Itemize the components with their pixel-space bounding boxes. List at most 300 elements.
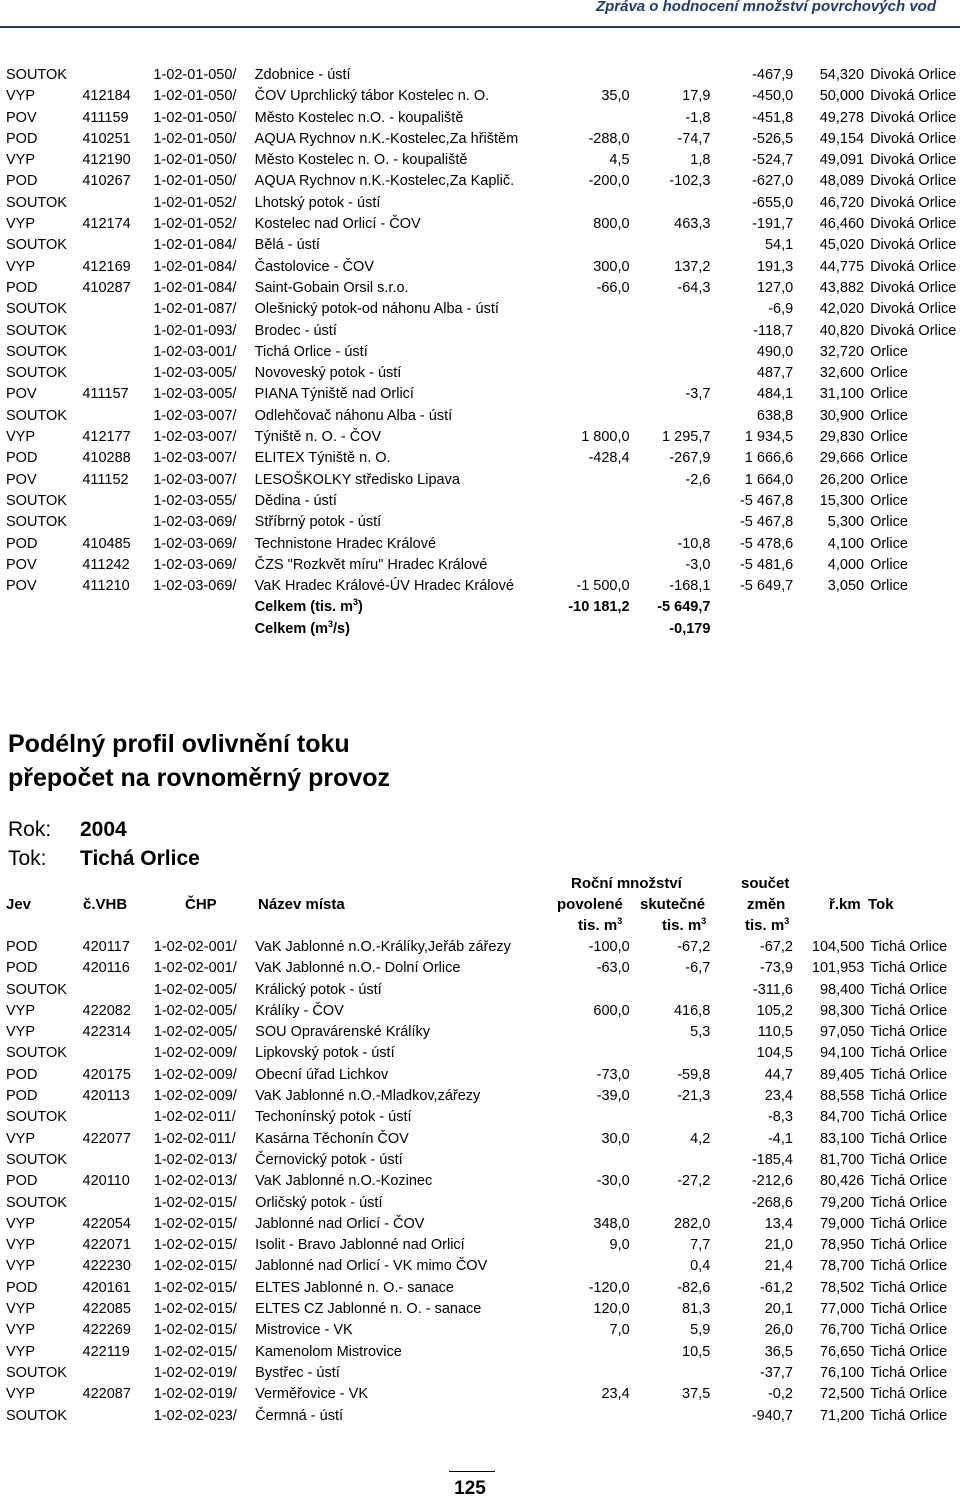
cell-skutecne: -10,8 [677, 535, 711, 552]
cell-povolene [546, 363, 629, 384]
cell-rkm: 72,500 [819, 1386, 865, 1403]
cell-tok: Divoká Orlice [870, 194, 957, 211]
cell-tok: Orlice [870, 407, 908, 424]
cell-nazev: LESOŠKOLKY středisko Lipava [254, 471, 460, 488]
cell-rkm: 79,000 [819, 1215, 865, 1232]
col-vhb: č.VHB [83, 896, 128, 913]
cell-zmen: -5 478,6 [739, 535, 794, 552]
cell-vhb: 422269 [82, 1322, 131, 1339]
cell-povolene: -100,0 [588, 939, 630, 955]
cell-skutecne: -3,0 [685, 556, 711, 573]
cell-povolene: 30,0 [601, 1130, 630, 1147]
section-title: Podélný profil ovlivnění toku [8, 730, 350, 758]
cell-rkm: 4,000 [827, 556, 865, 573]
cell-povolene [546, 299, 629, 320]
cell-nazev: Lhotský potok - ústí [254, 194, 381, 211]
cell-chp: 1-02-02-015/ [153, 1301, 237, 1318]
year-value: 2004 [80, 818, 127, 841]
cell-povolene [547, 1022, 630, 1043]
table-row [0, 1214, 960, 1235]
total-povolene: -10 181,2 [568, 599, 630, 616]
cell-povolene [547, 980, 630, 1001]
cell-povolene: 120,0 [593, 1301, 630, 1318]
cell-povolene [546, 235, 629, 256]
cell-chp: 1-02-03-007/ [153, 450, 237, 467]
cell-vhb: 411242 [82, 556, 130, 573]
cell-chp: 1-02-02-019/ [153, 1364, 237, 1381]
cell-skutecne [630, 491, 711, 512]
table-row [0, 214, 960, 235]
cell-skutecne: 137,2 [674, 258, 711, 275]
cell-chp: 1-02-02-009/ [153, 1066, 237, 1083]
cell-jev: POD [6, 960, 38, 977]
table-row [0, 406, 960, 427]
cell-jev: VYP [6, 1215, 36, 1232]
cell-rkm: 76,100 [819, 1364, 865, 1381]
cell-rkm: 78,502 [819, 1279, 865, 1296]
cell-jev: SOUTOK [6, 301, 67, 318]
cell-skutecne [630, 406, 711, 427]
cell-vhb: 412174 [82, 216, 131, 233]
total-row-flow [0, 619, 960, 640]
cell-nazev: Saint-Gobain Orsil s.r.o. [254, 279, 409, 296]
cell-povolene: -30,0 [596, 1173, 630, 1190]
cell-rkm: 84,700 [819, 1109, 865, 1126]
cell-jev: POD [6, 450, 38, 467]
cell-chp: 1-02-01-050/ [153, 67, 237, 83]
cell-rkm: 97,050 [819, 1024, 865, 1041]
cell-zmen: 110,5 [757, 1024, 793, 1041]
cell-chp: 1-02-02-009/ [153, 1045, 237, 1062]
cell-tok: Orlice [870, 386, 908, 403]
cell-vhb: 420161 [82, 1279, 131, 1296]
cell-tok: Orlice [870, 514, 908, 531]
cell-rkm: 32,720 [819, 343, 865, 360]
cell-jev: SOUTOK [6, 67, 67, 83]
cell-povolene: 348,0 [593, 1215, 630, 1232]
cell-chp: 1-02-02-015/ [153, 1279, 237, 1296]
cell-zmen: -191,7 [752, 216, 794, 233]
cell-tok: Divoká Orlice [870, 237, 957, 254]
cell-povolene [547, 1150, 630, 1171]
cell-zmen: 54,1 [764, 237, 794, 254]
cell-povolene: 7,0 [609, 1322, 630, 1339]
cell-vhb: 420117 [82, 939, 130, 955]
cell-zmen: 127,0 [756, 279, 794, 296]
cell-jev: SOUTOK [6, 1364, 67, 1381]
cell-povolene: -66,0 [596, 279, 630, 296]
cell-zmen: 191,3 [756, 258, 794, 275]
cell-nazev: ELTES CZ Jablonné n. O. - sanace [255, 1301, 482, 1318]
cell-tok: Tichá Orlice [870, 1024, 948, 1041]
cell-skutecne [630, 1150, 711, 1171]
cell-tok: Divoká Orlice [870, 173, 957, 190]
cell-nazev: ČOV Uprchlický tábor Kostelec n. O. [254, 88, 490, 105]
cell-skutecne [630, 1363, 711, 1384]
total-label-volume: Celkem (tis. $m^3$) [254, 597, 363, 616]
cell-chp: 1-02-03-069/ [153, 535, 237, 552]
cell-rkm: 46,720 [819, 194, 865, 211]
cell-povolene [546, 342, 629, 363]
cell-tok: Divoká Orlice [870, 109, 957, 126]
cell-rkm: 49,278 [819, 109, 865, 126]
cell-vhb: 411159 [82, 109, 129, 126]
cell-rkm: 71,200 [819, 1407, 865, 1424]
cell-zmen: -524,7 [752, 152, 794, 169]
cell-skutecne [630, 512, 711, 533]
cell-chp: 1-02-02-005/ [153, 1002, 237, 1019]
cell-tok: Tichá Orlice [870, 1407, 948, 1424]
cell-tok: Tichá Orlice [870, 1002, 948, 1019]
table-row [0, 958, 960, 979]
cell-povolene: -73,0 [596, 1066, 630, 1083]
cell-vhb: 411157 [82, 386, 129, 403]
cell-vhb [83, 980, 154, 1001]
cell-skutecne: 282,0 [673, 1215, 711, 1232]
cell-jev: VYP [6, 1343, 36, 1360]
cell-jev: VYP [6, 88, 36, 105]
cell-povolene: 300,0 [593, 258, 630, 275]
cell-rkm: 29,666 [819, 450, 865, 467]
cell-zmen: -212,6 [751, 1173, 793, 1190]
cell-vhb: 422314 [82, 1024, 131, 1041]
cell-chp: 1-02-03-069/ [153, 514, 237, 531]
cell-povolene [547, 1256, 630, 1277]
cell-vhb: 410267 [82, 173, 131, 190]
cell-povolene: -63,0 [596, 960, 630, 977]
cell-zmen: -655,0 [752, 194, 794, 211]
col-nazev: Název místa [258, 896, 345, 913]
cell-rkm: 104,500 [811, 939, 865, 955]
cell-tok: Tichá Orlice [870, 1173, 948, 1190]
cell-chp: 1-02-02-013/ [153, 1151, 237, 1168]
cell-povolene: -428,4 [588, 450, 630, 467]
cell-rkm: 76,700 [819, 1322, 865, 1339]
cell-vhb: 412177 [82, 429, 131, 446]
cell-tok: Divoká Orlice [870, 279, 957, 296]
cell-nazev: Lipkovský potok - ústí [255, 1045, 395, 1062]
col-povolene: povolené [557, 896, 623, 913]
cell-skutecne: 37,5 [682, 1386, 711, 1403]
cell-skutecne [630, 1406, 711, 1427]
river-line [8, 844, 200, 874]
cell-zmen: -526,5 [752, 130, 794, 147]
cell-skutecne [630, 65, 711, 86]
table-ticha-orlice [0, 937, 960, 1427]
cell-chp: 1-02-03-007/ [153, 407, 237, 424]
col-zmen: změn [747, 896, 786, 913]
cell-vhb: 411210 [82, 578, 130, 595]
cell-tok: Tichá Orlice [870, 1088, 948, 1105]
cell-skutecne: -67,2 [677, 939, 711, 955]
cell-zmen: 21,0 [764, 1237, 793, 1254]
cell-zmen: -5 481,6 [739, 556, 794, 573]
cell-nazev: Králický potok - ústí [255, 981, 382, 998]
cell-zmen: 638,8 [756, 407, 794, 424]
cell-rkm: 44,775 [819, 258, 865, 275]
cell-nazev: Dědina - ústí [254, 492, 337, 509]
cell-tok: Tichá Orlice [870, 1343, 948, 1360]
cell-jev: POV [6, 386, 37, 403]
cell-vhb: 422054 [82, 1215, 131, 1232]
cell-rkm: 89,405 [819, 1066, 865, 1083]
cell-skutecne: 1,8 [690, 152, 711, 169]
cell-tok: Tichá Orlice [870, 1322, 948, 1339]
cell-rkm: 78,700 [819, 1258, 865, 1275]
cell-zmen: 26,0 [764, 1322, 793, 1339]
cell-zmen: -268,6 [751, 1194, 793, 1211]
table-row [0, 278, 960, 299]
table-row [0, 1384, 960, 1405]
cell-tok: Divoká Orlice [870, 216, 957, 233]
cell-nazev: Brodec - ústí [254, 322, 337, 339]
cell-chp: 1-02-01-050/ [153, 109, 237, 126]
cell-skutecne: 463,3 [674, 216, 711, 233]
cell-zmen: -118,7 [753, 322, 794, 339]
year-label: Rok: [8, 818, 52, 841]
cell-rkm: 15,300 [819, 492, 865, 509]
table-row [0, 1107, 960, 1128]
cell-povolene [547, 1107, 630, 1128]
cell-vhb [83, 1363, 154, 1384]
cell-nazev: Kamenolom Mistrovice [255, 1343, 402, 1360]
table-row [0, 1150, 960, 1171]
cell-rkm: 80,426 [819, 1173, 865, 1190]
cell-jev: POD [6, 1066, 38, 1083]
cell-jev: VYP [6, 1322, 36, 1339]
cell-chp: 1-02-02-001/ [153, 939, 237, 955]
col-rocni: Roční množství [571, 875, 682, 892]
cell-skutecne: -27,2 [677, 1173, 711, 1190]
table-row [0, 980, 960, 1001]
table-row [0, 1086, 960, 1107]
cell-povolene: 9,0 [609, 1237, 630, 1254]
table-row [0, 1278, 960, 1299]
cell-rkm: 49,154 [819, 130, 865, 147]
cell-povolene [546, 321, 629, 342]
cell-chp: 1-02-02-009/ [153, 1088, 237, 1105]
cell-tok: Tichá Orlice [870, 1151, 948, 1168]
table-row [0, 576, 960, 597]
cell-vhb: 420110 [82, 1173, 130, 1190]
cell-zmen: 36,5 [764, 1343, 793, 1360]
cell-skutecne [630, 1107, 711, 1128]
cell-vhb: 412184 [82, 88, 131, 105]
cell-vhb [82, 342, 153, 363]
cell-rkm: 5,300 [827, 514, 865, 531]
cell-vhb: 422077 [82, 1130, 131, 1147]
cell-skutecne: 0,4 [690, 1258, 711, 1275]
cell-nazev: Město Kostelec n.O. - koupaliště [254, 109, 464, 126]
cell-zmen: 21,4 [764, 1258, 793, 1275]
col-skutecne: skutečné [640, 896, 706, 913]
cell-tok: Divoká Orlice [870, 322, 957, 339]
unit-povolene: tis. $m^3$ [578, 916, 623, 934]
cell-tok: Tichá Orlice [870, 1258, 948, 1275]
cell-nazev: Týniště n. O. - ČOV [254, 429, 382, 446]
cell-jev: SOUTOK [6, 1194, 67, 1211]
table-row [0, 1256, 960, 1277]
cell-tok: Orlice [870, 471, 908, 488]
cell-jev: POD [6, 279, 38, 296]
cell-tok: Orlice [870, 429, 908, 446]
table-divoka-orlice [0, 65, 960, 640]
table-row [0, 448, 960, 469]
cell-povolene: 1 800,0 [581, 429, 630, 446]
cell-rkm: 46,460 [819, 216, 865, 233]
cell-rkm: 83,100 [819, 1130, 865, 1147]
cell-rkm: 49,091 [819, 152, 865, 169]
cell-tok: Tichá Orlice [870, 939, 948, 955]
cell-tok: Tichá Orlice [870, 960, 948, 977]
cell-zmen: 20,1 [764, 1301, 793, 1318]
cell-vhb: 422087 [82, 1386, 131, 1403]
cell-skutecne: 1 295,7 [662, 429, 711, 446]
cell-nazev: PIANA Týniště nad Orlicí [254, 386, 414, 403]
cell-zmen: -5 467,8 [739, 514, 794, 531]
cell-rkm: 54,320 [819, 67, 865, 83]
cell-tok: Tichá Orlice [870, 1386, 948, 1403]
cell-nazev: AQUA Rychnov n.K.-Kostelec,Za Kaplič. [254, 173, 515, 190]
cell-povolene [546, 108, 629, 129]
cell-rkm: 79,200 [819, 1194, 865, 1211]
cell-jev: POV [6, 471, 37, 488]
cell-skutecne [630, 235, 711, 256]
table-row [0, 470, 960, 491]
cell-chp: 1-02-02-005/ [153, 1024, 237, 1041]
cell-skutecne: 10,5 [682, 1343, 711, 1360]
cell-skutecne: -6,7 [685, 960, 711, 977]
cell-zmen: -311,6 [752, 981, 793, 998]
cell-tok: Divoká Orlice [870, 301, 957, 318]
cell-tok: Orlice [870, 535, 908, 552]
cell-nazev: Stříbrný potok - ústí [254, 514, 382, 531]
cell-tok: Tichá Orlice [870, 1237, 948, 1254]
cell-povolene [547, 1342, 630, 1363]
table-row [0, 193, 960, 214]
cell-rkm: 98,400 [819, 981, 865, 998]
river-label: Tok: [8, 847, 47, 870]
table-row [0, 1299, 960, 1320]
table-row [0, 1235, 960, 1256]
cell-skutecne: 4,2 [690, 1130, 711, 1147]
cell-tok: Orlice [870, 450, 908, 467]
cell-vhb: 422071 [82, 1237, 131, 1254]
cell-vhb [82, 512, 153, 533]
cell-nazev: Čermná - ústí [255, 1407, 344, 1424]
cell-vhb [82, 235, 153, 256]
cell-povolene [546, 65, 629, 86]
cell-zmen: 487,7 [756, 365, 794, 382]
cell-skutecne: -168,1 [669, 578, 711, 595]
table-row [0, 1193, 960, 1214]
cell-zmen: 490,0 [756, 343, 794, 360]
cell-chp: 1-02-01-052/ [153, 194, 237, 211]
cell-povolene [546, 555, 629, 576]
table2-body [0, 937, 960, 1427]
cell-chp: 1-02-02-015/ [153, 1215, 237, 1232]
cell-skutecne: -2,6 [685, 471, 711, 488]
cell-chp: 1-02-01-050/ [153, 173, 237, 190]
cell-tok: Tichá Orlice [870, 1045, 948, 1062]
cell-tok: Divoká Orlice [870, 152, 957, 169]
cell-chp: 1-02-02-015/ [153, 1237, 237, 1254]
cell-chp: 1-02-02-013/ [153, 1173, 237, 1190]
cell-skutecne [630, 1193, 711, 1214]
table-row [0, 129, 960, 150]
table-row [0, 1363, 960, 1384]
cell-vhb: 422085 [82, 1301, 131, 1318]
cell-rkm: 81,700 [819, 1151, 865, 1168]
cell-jev: POD [6, 939, 38, 955]
cell-nazev: Bystřec - ústí [255, 1364, 340, 1381]
cell-tok: Tichá Orlice [870, 1301, 948, 1318]
cell-jev: VYP [6, 1237, 36, 1254]
cell-vhb [82, 491, 153, 512]
table-row [0, 1001, 960, 1022]
header-title: Zpráva o hodnocení množství povrchových vod [595, 0, 936, 15]
cell-jev: SOUTOK [6, 1151, 67, 1168]
cell-nazev: VaK Jablonné n.O.- Dolní Orlice [255, 960, 461, 977]
cell-chp: 1-02-02-015/ [153, 1322, 237, 1339]
cell-tok: Divoká Orlice [870, 67, 957, 83]
section-subtitle: přepočet na rovnoměrný provoz [8, 764, 391, 792]
table-row [0, 363, 960, 384]
cell-chp: 1-02-02-001/ [153, 960, 237, 977]
cell-tok: Tichá Orlice [870, 1194, 948, 1211]
cell-povolene: -120,0 [588, 1279, 630, 1296]
cell-povolene: 35,0 [601, 88, 630, 105]
cell-skutecne [630, 299, 711, 320]
cell-nazev: Kasárna Těchonín ČOV [255, 1130, 409, 1147]
cell-tok: Divoká Orlice [870, 130, 957, 147]
cell-jev: SOUTOK [6, 492, 67, 509]
cell-nazev: Město Kostelec n. O. - koupaliště [254, 152, 468, 169]
cell-jev: VYP [6, 429, 36, 446]
cell-nazev: Bělá - ústí [254, 237, 320, 254]
cell-povolene [546, 534, 629, 555]
cell-zmen: 23,4 [764, 1088, 793, 1105]
cell-skutecne: -21,3 [677, 1088, 711, 1105]
cell-vhb [83, 1150, 154, 1171]
cell-chp: 1-02-01-087/ [153, 301, 237, 318]
cell-tok: Tichá Orlice [870, 1279, 948, 1296]
cell-povolene: 600,0 [593, 1002, 630, 1019]
cell-chp: 1-02-02-015/ [153, 1343, 237, 1360]
cell-vhb: 420116 [82, 960, 130, 977]
page-header [0, 0, 960, 30]
cell-zmen: 13,4 [764, 1215, 793, 1232]
cell-nazev: Orličský potok - ústí [255, 1194, 383, 1211]
cell-nazev: Mistrovice - VK [255, 1322, 353, 1339]
cell-jev: POD [6, 130, 38, 147]
cell-vhb: 412169 [82, 258, 131, 275]
cell-zmen: -73,9 [759, 960, 793, 977]
cell-chp: 1-02-01-050/ [153, 130, 237, 147]
cell-chp: 1-02-02-011/ [153, 1130, 236, 1147]
cell-vhb: 422119 [82, 1343, 130, 1360]
cell-rkm: 4,100 [827, 535, 865, 552]
cell-tok: Divoká Orlice [870, 88, 957, 105]
cell-skutecne: -1,8 [685, 109, 711, 126]
table-row [0, 65, 960, 86]
cell-vhb [82, 321, 153, 342]
cell-nazev: VaK Jablonné n.O.-Kozinec [255, 1173, 433, 1190]
river-value: Tichá Orlice [80, 847, 200, 870]
cell-zmen: 1 934,5 [744, 429, 794, 446]
col-chp: ČHP [185, 896, 217, 913]
cell-nazev: Černovický potok - ústí [255, 1151, 403, 1168]
